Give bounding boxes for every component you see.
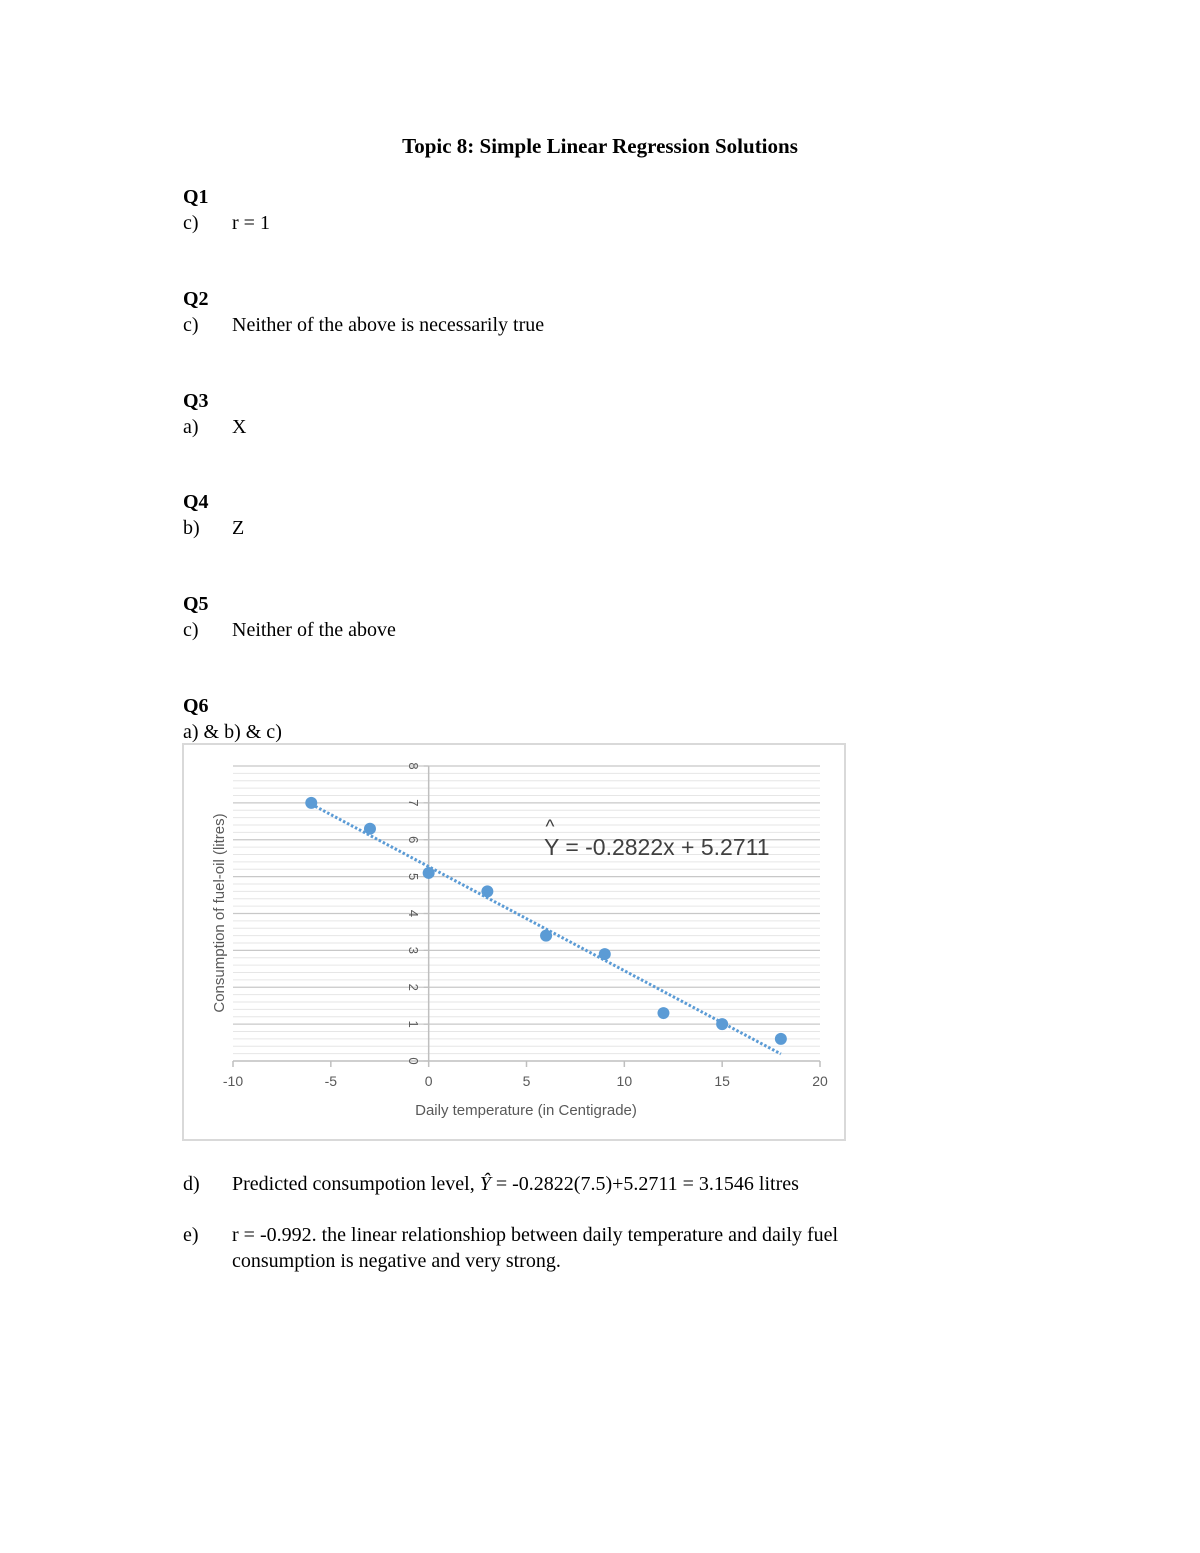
- y-tick-label: 2: [406, 983, 422, 991]
- answer-label: b): [183, 517, 200, 539]
- x-tick-label: -10: [222, 1073, 244, 1089]
- data-point: [423, 867, 435, 879]
- answer-label: c): [183, 212, 199, 234]
- question-heading-q6: Q6: [183, 695, 209, 717]
- data-point: [481, 885, 493, 897]
- data-point: [540, 930, 552, 942]
- regression-equation: Y = -0.2822x + 5.2711: [544, 834, 770, 860]
- answer-text: Z: [232, 517, 245, 539]
- question-heading-q4: Q4: [183, 491, 209, 513]
- answer-label: a): [183, 416, 199, 438]
- y-tick-label: 6: [406, 836, 422, 844]
- answer-label: c): [183, 619, 199, 641]
- y-tick-label: 1: [406, 1020, 422, 1028]
- part-d-text-after: = -0.2822(7.5)+5.2711 = 3.1546 litres: [490, 1173, 799, 1195]
- scatter-chart: [184, 745, 844, 1139]
- y-tick-label: 4: [406, 909, 422, 918]
- chart-text: [211, 762, 828, 1119]
- answer-q1: [183, 212, 270, 235]
- answer-label: c): [183, 314, 199, 336]
- answer-q5: [183, 619, 396, 642]
- answer-q2: [183, 314, 544, 337]
- answer-text: X: [232, 416, 247, 438]
- data-point: [657, 1007, 669, 1019]
- answer-q4: [183, 517, 244, 540]
- x-tick-label: 5: [522, 1073, 531, 1089]
- part-e-label: e): [183, 1224, 199, 1246]
- answer-text: r = 1: [232, 212, 270, 234]
- scatter-chart-frame: [182, 743, 846, 1141]
- equation-hat: ^: [545, 817, 555, 838]
- part-d-text: [232, 1171, 932, 1197]
- question-heading-q1: Q1: [183, 186, 209, 208]
- x-tick-label: 20: [812, 1073, 828, 1089]
- question-heading-q2: Q2: [183, 288, 209, 310]
- y-tick-label: 8: [406, 762, 422, 770]
- data-point: [599, 948, 611, 960]
- y-axis-title: Consumption of fuel-oil (litres): [211, 813, 228, 1013]
- y-tick-label: 0: [406, 1057, 422, 1065]
- answer-q3: [183, 416, 246, 439]
- x-tick-label: 15: [714, 1073, 730, 1089]
- part-d-text-before: Predicted consumpotion level,: [232, 1173, 480, 1195]
- part-d-label: d): [183, 1173, 200, 1195]
- question-heading-q5: Q5: [183, 593, 209, 615]
- y-tick-label: 5: [406, 873, 422, 881]
- x-tick-label: 0: [424, 1073, 433, 1089]
- answer-q6: a) & b) & c): [183, 721, 282, 743]
- question-heading-q3: Q3: [183, 390, 209, 412]
- data-point: [305, 797, 317, 809]
- x-tick-label: -5: [324, 1073, 338, 1089]
- x-tick-label: 10: [616, 1073, 633, 1089]
- y-hat-symbol: Ŷ: [479, 1173, 491, 1195]
- data-point: [716, 1018, 728, 1030]
- chart-axes: [233, 766, 820, 1067]
- page-title: Topic 8: Simple Linear Regression Solutions: [402, 134, 798, 158]
- y-tick-label: 3: [406, 946, 422, 954]
- answer-text: Neither of the above: [232, 619, 396, 641]
- data-point: [775, 1033, 787, 1045]
- data-point: [364, 823, 376, 835]
- answer-text: Neither of the above is necessarily true: [232, 314, 545, 336]
- x-axis-title: Daily temperature (in Centigrade): [415, 1102, 637, 1119]
- y-tick-label: 7: [406, 799, 422, 807]
- part-e-text: r = -0.992. the linear relationshiop between daily temperature and daily fuel consumption is negative and very strong.: [232, 1224, 839, 1272]
